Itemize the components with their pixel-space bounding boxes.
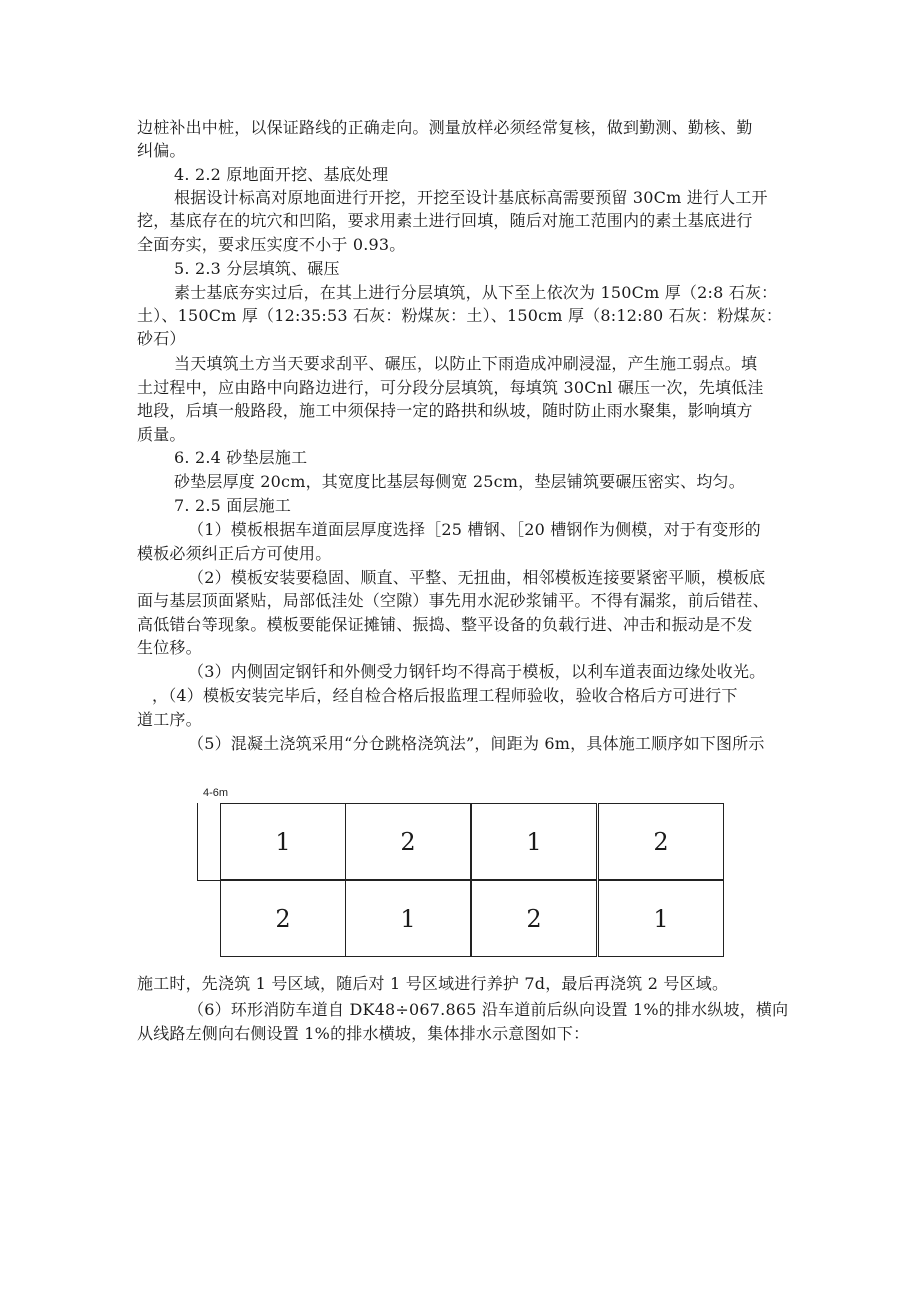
paragraph-line: （3）内侧固定钢钎和外侧受力钢钎均不得高于模板，以利车道表面边缘处收光。 bbox=[188, 662, 766, 681]
paragraph-line: 根据设计标高对原地面进行开挖，开挖至设计基底标高需要预留 30Cm 进行人工开 bbox=[174, 188, 768, 207]
pour-cell: 1 bbox=[598, 880, 724, 957]
section-heading: 6. 2.4 砂垫层施工 bbox=[174, 448, 308, 467]
paragraph-line: 当天填筑土方当天要求刮平、碾压，以防止下雨造成冲刷浸湿，产生施工弱点。填 bbox=[174, 354, 758, 373]
paragraph-line: 质量。 bbox=[137, 425, 186, 444]
spacing-label: 4-6m bbox=[203, 787, 229, 799]
pour-cell: 2 bbox=[345, 803, 471, 880]
section-heading: 4. 2.2 原地面开挖、基底处理 bbox=[174, 165, 389, 184]
paragraph-line: 砂石） bbox=[137, 329, 186, 348]
paragraph-line: 高低错台等现象。模板要能保证摊铺、振捣、整平设备的负载行进、冲击和振动是不发 bbox=[137, 615, 753, 634]
paragraph-line: 全面夯实，要求压实度不小于 0.93。 bbox=[137, 235, 406, 254]
paragraph-line: 纠偏。 bbox=[137, 141, 186, 160]
paragraph-line: （5）混凝土浇筑采用“分仓跳格浇筑法”，间距为 6m，具体施工顺序如下图所示 bbox=[188, 734, 765, 753]
pour-cell: 1 bbox=[345, 880, 471, 957]
paragraph-line: 边桩补出中桩，以保证路线的正确走向。测量放样必须经常复核，做到勤测、勤核、勤 bbox=[137, 118, 753, 137]
section-heading: 5. 2.3 分层填筑、碾压 bbox=[174, 259, 340, 278]
paragraph-line: （6）环形消防车道自 DK48÷067.865 沿车道前后纵向设置 1%的排水纵坡，横向 bbox=[188, 1000, 789, 1019]
paragraph-line: 砂垫层厚度 20cm，其宽度比基层每侧宽 25cm，垫层铺筑要碾压密实、均匀。 bbox=[174, 472, 745, 491]
pour-cell: 1 bbox=[471, 803, 597, 880]
dimension-tick-foot bbox=[197, 880, 220, 881]
section-heading: 7. 2.5 面层施工 bbox=[174, 496, 292, 515]
paragraph-line: 地段，后填一般路段，施工中须保持一定的路拱和纵坡，随时防止雨水聚集，影响填方 bbox=[137, 401, 753, 420]
paragraph-line: 土）、150Cm 厚（12:35:53 石灰：粉煤灰：土）、150cm 厚（8:12:80 石灰：粉煤灰： bbox=[137, 306, 783, 325]
paragraph-line: （1）模板根据车道面层厚度选择［25 槽钢、［20 槽钢作为侧模，对于有变形的 bbox=[188, 520, 761, 539]
paragraph-line: 模板必须纠正后方可使用。 bbox=[137, 544, 332, 563]
paragraph-line: 面与基层顶面紧贴，局部低洼处（空隙）事先用水泥砂浆铺平。不得有漏浆，前后错茬、 bbox=[137, 591, 769, 610]
dimension-tick bbox=[197, 803, 198, 881]
pour-cell: 1 bbox=[220, 803, 346, 880]
paragraph-line: ，（4）模板安装完毕后，经自检合格后报监理工程师验收，验收合格后方可进行下 bbox=[152, 686, 738, 705]
pour-sequence-diagram bbox=[220, 803, 725, 958]
paragraph-line: 从线路左侧向右侧设置 1%的排水横坡，集体排水示意图如下： bbox=[137, 1024, 590, 1043]
paragraph-line: 施工时，先浇筑 1 号区域，随后对 1 号区域进行养护 7d，最后再浇筑 2 号区域。 bbox=[137, 974, 729, 993]
paragraph-line: 道工序。 bbox=[137, 710, 202, 729]
pour-cell: 2 bbox=[220, 880, 346, 957]
paragraph-line: 生位移。 bbox=[137, 638, 202, 657]
paragraph-line: 土过程中，应由路中向路边进行，可分段分层填筑，每填筑 30Cnl 碾压一次，先填低洼 bbox=[137, 378, 764, 397]
paragraph-line: （2）模板安装要稳固、顺直、平整、无扭曲，相邻模板连接要紧密平顺，模板底 bbox=[188, 568, 766, 587]
pour-cell: 2 bbox=[471, 880, 597, 957]
paragraph-line: 素士基底夯实过后，在其上进行分层填筑，从下至上依次为 150Cm 厚（2:8 石灰： bbox=[174, 283, 778, 302]
paragraph-line: 挖，基底存在的坑穴和凹陷，要求用素土进行回填，随后对施工范围内的素土基底进行 bbox=[137, 211, 753, 230]
pour-cell: 2 bbox=[598, 803, 724, 880]
